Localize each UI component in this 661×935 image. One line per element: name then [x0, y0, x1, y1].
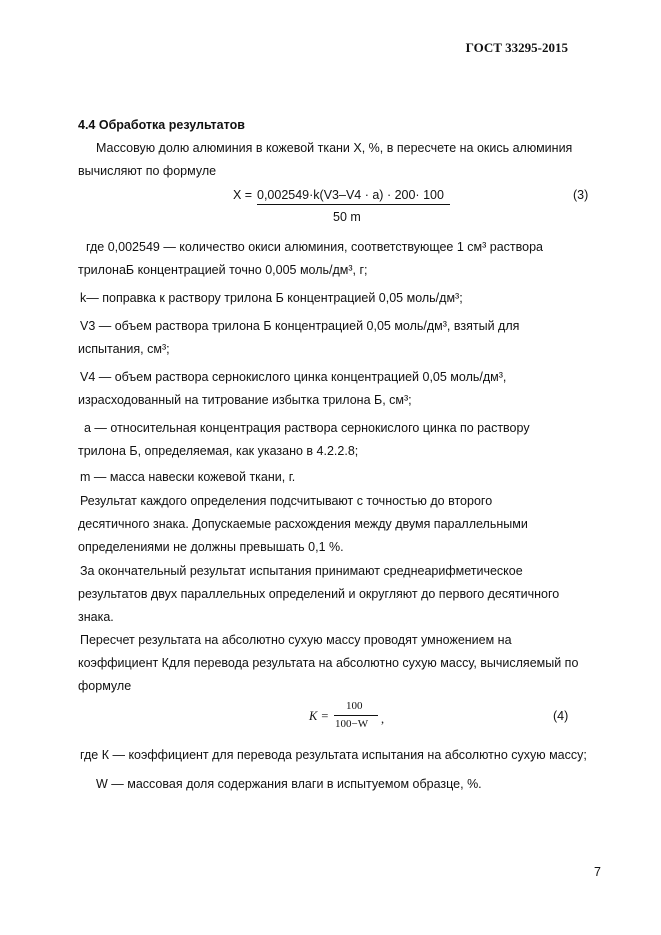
final-line-3: знака.: [78, 610, 114, 624]
definition-k-coefficient: где К — коэффициент для перевода результата испытания на абсолютно сухую массу;: [80, 748, 587, 762]
final-line-1: За окончательный результат испытания принимают среднеарифметическое: [80, 564, 523, 578]
result-line-1: Результат каждого определения подсчитывают с точностью до второго: [80, 494, 493, 508]
recalc-line-1: Пересчет результата на абсолютно сухую массу проводят умножением на: [80, 633, 512, 647]
definition-constant-line-2: трилонаБ концентрацией точно 0,005 моль/дм³, г;: [78, 263, 368, 277]
formula-3-fraction-bar: [257, 204, 450, 205]
formula-4-denominator: 100−W: [335, 718, 369, 730]
formula-4-numerator: 100: [346, 700, 363, 712]
definition-a-line-2: трилона Б, определяемая, как указано в 4.2.2.8;: [78, 444, 359, 458]
formula-4-lhs: K =: [309, 709, 329, 723]
definition-v4-line-1: V4 — объем раствора сернокислого цинка концентрацией 0,05 моль/дм³,: [80, 370, 507, 384]
definition-v3-line-1: V3 — объем раствора трилона Б концентрацией 0,05 моль/дм³, взятый для: [80, 319, 520, 333]
definition-constant-line-1: где 0,002549 — количество окиси алюминия, соответствующее 1 см³ раствора: [86, 240, 543, 254]
definition-a-line-1: a — относительная концентрация раствора сернокислого цинка по раствору: [84, 421, 530, 435]
result-line-2: десятичного знака. Допускаемые расхождения между двумя параллельными: [78, 517, 528, 531]
formula-3-numerator: 0,002549·k(V3–V4 · a) · 200· 100: [257, 188, 444, 202]
section-title: 4.4 Обработка результатов: [78, 118, 245, 132]
final-line-2: результатов двух параллельных определений и округляют до первого десятичного: [78, 587, 560, 601]
definition-v3-line-2: испытания, см³;: [78, 342, 170, 356]
formula-4-comma: ,: [381, 712, 385, 726]
definition-k: k— поправка к раствору трилона Б концентрацией 0,05 моль/дм³;: [80, 291, 463, 305]
result-line-3: определениями не должны превышать 0,1 %.: [78, 540, 344, 554]
formula-3-number: (3): [573, 188, 589, 202]
formula-4-number: (4): [553, 709, 569, 723]
recalc-line-3: формуле: [78, 679, 132, 693]
definition-v4-line-2: израсходованный на титрование избытка трилона Б, см³;: [78, 393, 412, 407]
intro-line-1: Массовую долю алюминия в кожевой ткани X, %, в пересчете на окись алюминия: [96, 141, 573, 155]
formula-3-denominator: 50 m: [333, 210, 361, 224]
formula-3-lhs: X =: [233, 188, 253, 202]
formula-4-fraction-bar: [334, 715, 378, 716]
page-number: 7: [594, 865, 601, 879]
document-id: ГОСТ 33295-2015: [465, 40, 568, 55]
definition-w: W — массовая доля содержания влаги в испытуемом образце, %.: [96, 777, 482, 791]
intro-line-2: вычисляют по формуле: [78, 164, 217, 178]
definition-m: m — масса навески кожевой ткани, г.: [80, 470, 296, 484]
recalc-line-2: коэффициент Кдля перевода результата на абсолютно сухую массу, вычисляемый по: [78, 656, 579, 670]
